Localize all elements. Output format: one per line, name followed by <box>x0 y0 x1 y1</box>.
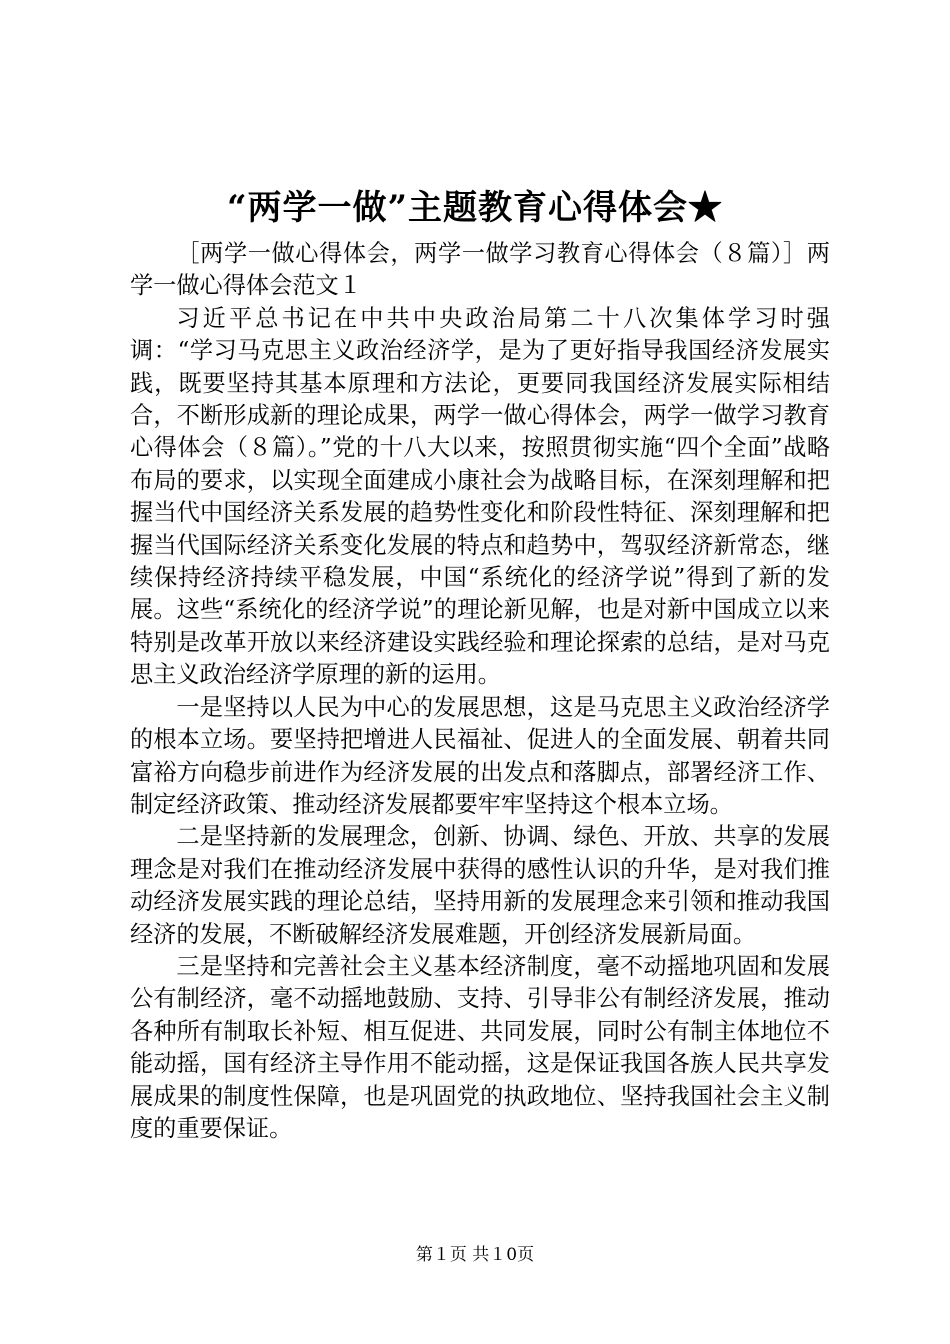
paragraph-point-two: 二是坚持新的发展理念，创新、协调、绿色、开放、共享的发展理念是对我们在推动经济发展中获得的感性认识的升华，是对我们推动经济发展实践的理论总结，坚持用新的发展理念来引领和推动我国经济的发展，不断破解经济发展难题，开创经济发展新局面。 <box>130 823 830 948</box>
paragraph-point-three: 三是坚持和完善社会主义基本经济制度，毫不动摇地巩固和发展公有制经济，毫不动摇地鼓励、支持、引导非公有制经济发展，推动各种所有制取长补短、相互促进、共同发展，同时公有制主体地位不能动摇，国有经济主导作用不能动摇，这是保证我国各族人民共享发展成果的制度性保障，也是巩固党的执政地位、坚持我国社会主义制度的重要保证。 <box>130 952 830 1142</box>
paragraph-heading-line: ［两学一做心得体会，两学一做学习教育心得体会（８篇）］两学一做心得体会范文１ <box>130 240 830 300</box>
document-title: “两学一做”主题教育心得体会★ <box>226 188 724 228</box>
paragraph-point-one: 一是坚持以人民为中心的发展思想，这是马克思主义政治经济学的根本立场。要坚持把增进人民福祉、促进人的全面发展、朝着共同富裕方向稳步前进作为经济发展的出发点和落脚点，部署经济工作、制定经济政策、推动经济发展都要牢牢坚持这个根本立场。 <box>130 693 830 818</box>
page-number-footer: 第１页 共１0页 <box>415 1245 535 1265</box>
document-body <box>130 238 830 1145</box>
paragraph-intro: 习近平总书记在中共中央政治局第二十八次集体学习时强调：“学习马克思主义政治经济学，是为了更好指导我国经济发展实践，既要坚持其基本原理和方法论，更要同我国经济发展实际相结合，不断形成新的理论成果，两学一做心得体会，两学一做学习教育心得体会（８篇）。”党的十八大以来，按照贯彻实施“四个全面”战略布局的要求，以实现全面建成小康社会为战略目标，在深刻理解和把握当代中国经济关系发展的趋势性变化和阶段性特征、深刻理解和把握当代国际经济关系变化发展的特点和趋势中，驾驭经济新常态，继续保持经济持续平稳发展，中国“系统化的经济学说”得到了新的发展。这些“系统化的经济学说”的理论新见解，也是对新中国成立以来特别是改革开放以来经济建设实践经验和理论探索的总结，是对马克思主义政治经济学原理的新的运用。 <box>130 304 830 689</box>
